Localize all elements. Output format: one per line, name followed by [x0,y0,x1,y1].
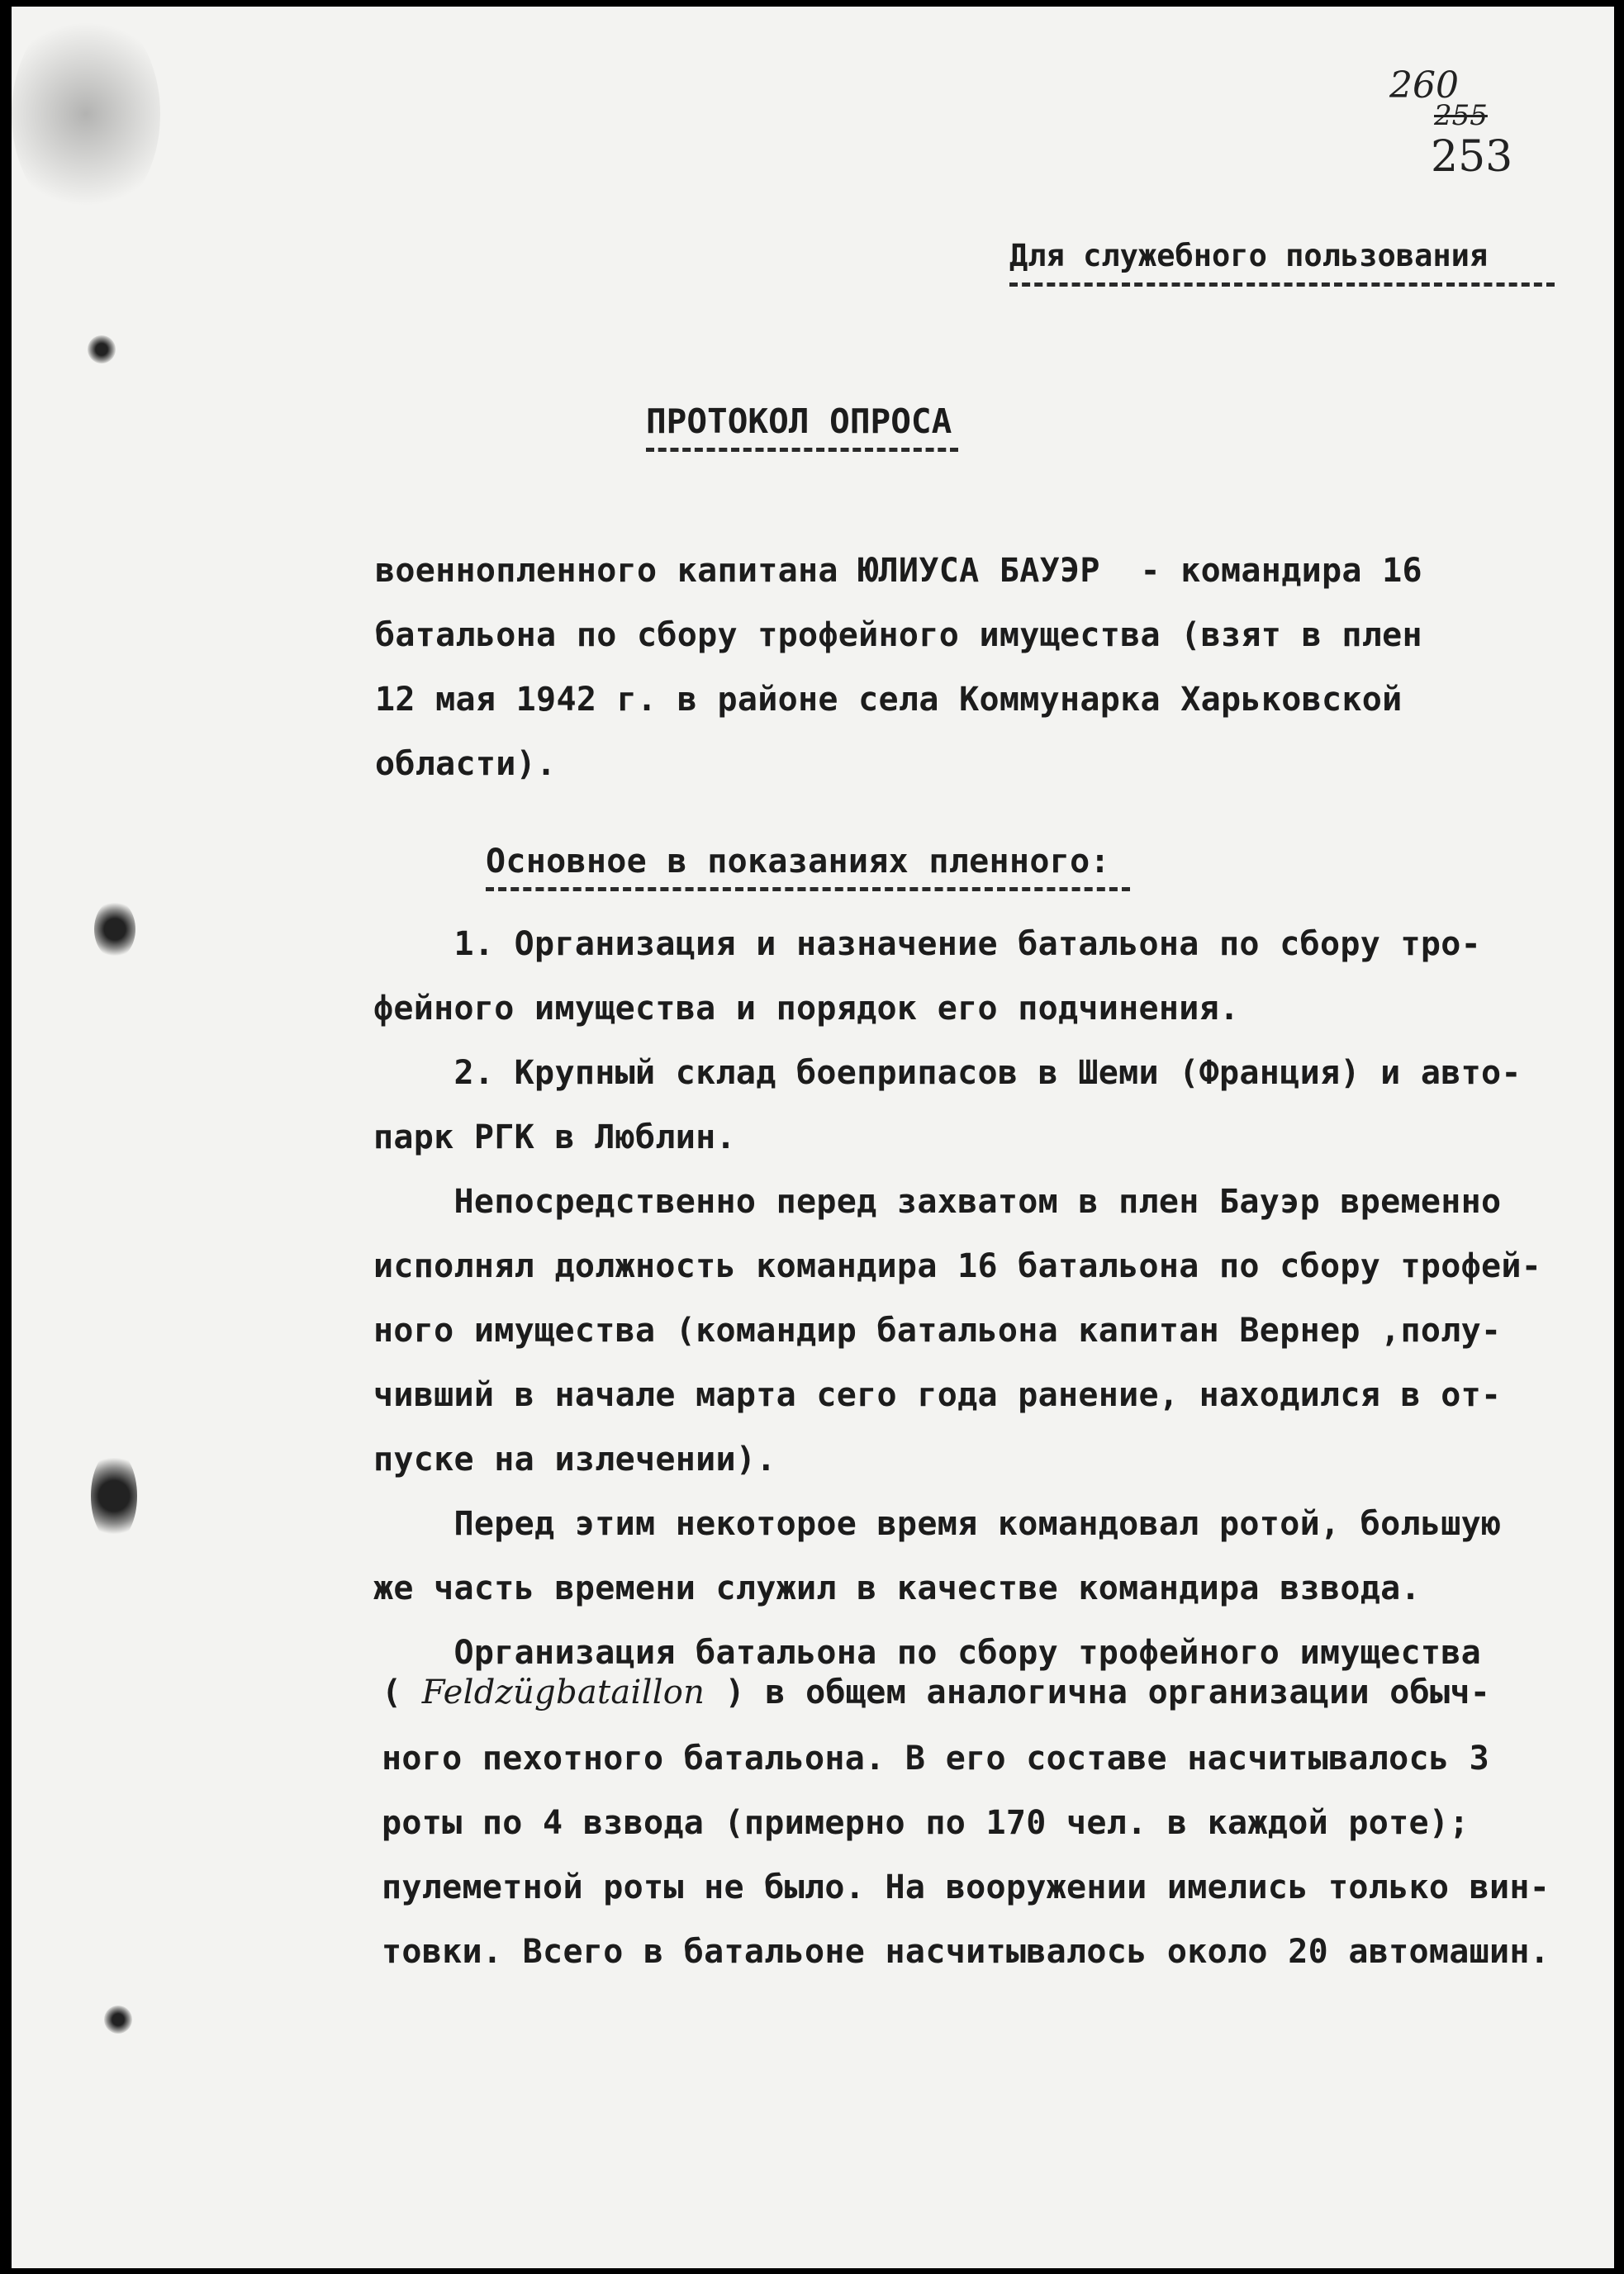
preamble-line: военнопленного капитана ЮЛИУСА БАУЭР - командира 16 [375,552,1422,590]
section-heading: Основное в показаниях пленного: [486,843,1110,881]
tail-line: роты по 4 взвода (примерно по 170 чел. в каждой роте); [382,1804,1470,1842]
body-line: парк РГК в Люблин. [373,1118,736,1156]
insert-close: ) в общем аналогична организации обыч- [705,1673,1491,1711]
body-line: фейного имущества и порядок его подчинения. [373,990,1240,1028]
body-line: пуске на излечении). [373,1441,776,1479]
document-page [12,7,1614,2268]
binding-hole-4 [104,2006,132,2034]
binding-hole-3 [91,1450,137,1541]
tail-line: товки. Всего в батальоне насчитывалось около 20 автомашин. [382,1933,1550,1971]
body-line: Непосредственно перед захватом в плен Бауэр временно [373,1183,1502,1221]
document-title: ПРОТОКОЛ ОПРОСА [646,401,952,441]
classification-label: Для служебного пользования [1009,238,1489,273]
body-line: 1. Организация и назначение батальона по сбору тро- [373,925,1482,963]
archive-number-handwritten: 260 [1389,64,1459,107]
body-line: Перед этим некоторое время командовал ротой, большую [373,1505,1502,1543]
body-line: 2. Крупный склад боеприпасов в Шеми (Франция) и авто- [373,1054,1522,1092]
title-underline [646,448,958,452]
insert-open: ( [382,1673,422,1711]
body-line: ного имущества (командир батальона капитан Вернер ,полу- [373,1312,1502,1350]
tail-line: ного пехотного батальона. В его составе насчитывалось 3 [382,1740,1490,1778]
body-line: исполнял должность командира 16 батальона по сбору трофей- [373,1247,1542,1285]
archive-number-crossed: 255 [1434,99,1488,132]
body-line: чивший в начале марта сего года ранение, находился в от- [373,1376,1502,1414]
body-line: же часть времени служил в качестве командира взвода. [373,1569,1421,1607]
archive-number-stamp: 253 [1431,132,1513,182]
preamble-line: области). [375,745,557,783]
binding-hole-2 [94,900,135,958]
insert-line [382,1673,1490,1711]
section-heading-underline [486,887,1130,891]
handwritten-term: Feldzügbataillon [421,1673,705,1711]
classification-underline [1009,282,1555,287]
corner-smudge [12,7,160,221]
preamble-line: батальона по сбору трофейного имущества (взят в плен [375,616,1422,654]
preamble-line: 12 мая 1942 г. в районе села Коммунарка Харьковской [375,681,1403,719]
tail-line: пулеметной роты не было. На вооружении имелись только вин- [382,1868,1550,1906]
body-line: Организация батальона по сбору трофейного имущества [373,1634,1482,1672]
binding-hole-1 [88,335,116,363]
